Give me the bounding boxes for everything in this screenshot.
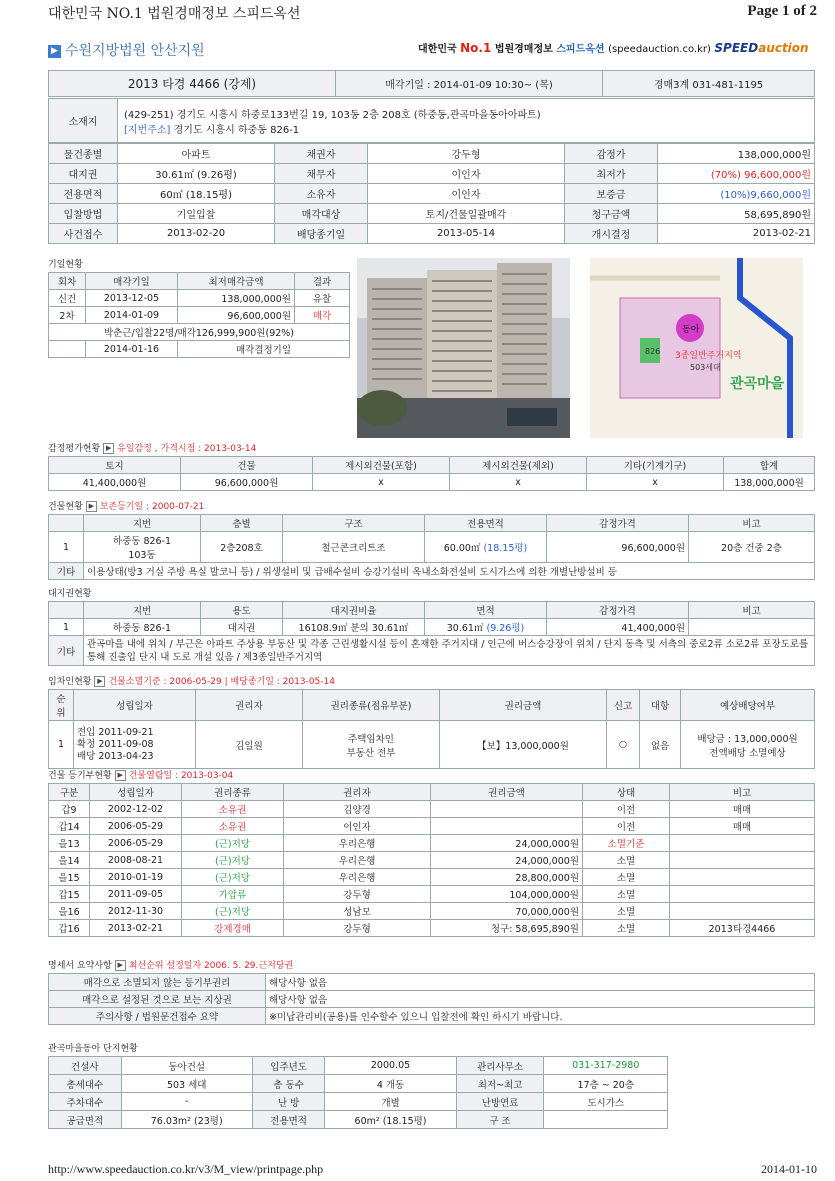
address-line: (429-251) 경기도 시흥시 하중로133번길 19, 103동 2층 208호 (하중동,관곡마을동아아파트) xyxy=(124,109,541,121)
expand-icon[interactable]: ▶ xyxy=(103,443,114,454)
appraisal-title: 감정평가현황 ▶ 유일감정 , 가격시점 : 2013-03-14 xyxy=(48,444,257,454)
table-row: 전용면적 60㎡ (18.15평) 소유자 이인자 보증금 (10%)9,660,000원 xyxy=(49,184,815,204)
address-label: 소재지 xyxy=(49,99,118,143)
table-row: 1 하중동 826-1 103동 2층208호 철근콘크리트조 60.00㎡ (18.15평) 96,600,000원 20층 건중 2층 xyxy=(49,532,815,563)
building-title: 건물현황 ▶ 보존등기일 : 2000-07-21 xyxy=(48,502,205,512)
arrow-icon: ▶ xyxy=(48,45,61,58)
table-row: 갑15 2011-09-05 가압류 강두형 104,000,000원 소멸 xyxy=(49,886,815,903)
svg-text:동아: 동아 xyxy=(682,325,700,335)
expand-icon[interactable]: ▶ xyxy=(115,960,126,971)
case-table xyxy=(48,70,815,97)
court-dept: 경매3계 031-481-1195 xyxy=(603,71,815,97)
land-table: 지번 용도 대지권비율 면적 감정가격 비고 1 하중동 826-1 대지권 16108.9㎡ 분의 30.61㎡ 30.61㎡ (9.26평) 41,400,000원 기타 관곡마을 내에 위치 / 부근은 아파트 주상용 부동산 및 각종 근린생활시설 등이 혼재한 주거지대 / 인근에 버스승강장이 위치 / 단지 동측 및 서측의 중로2류 소로2류 포장도로를 통해 진출입 단지 내 도로 개설 있음 / 제3종일반주거지역 xyxy=(48,601,815,666)
table-row: 공급면적 76.03m² (23평) 전용면적 60m² (18.15평) 구 조 xyxy=(49,1111,668,1129)
table-row: 갑14 2006-05-29 소유권 이인자 이전 매매 xyxy=(49,818,815,835)
brand-banner: 대한민국 No.1 법원경매정보 스피드옥션 (speedauction.co.kr) SPEEDauction xyxy=(418,41,809,55)
page-url: http://www.speedauction.co.kr/v3/M_view/printpage.php xyxy=(48,1162,324,1176)
table-row: 건설사 동아건설 입주년도 2000.05 관리사무소 031-317-2980 xyxy=(49,1057,668,1075)
auction-status-title: 기일현황 xyxy=(48,260,83,270)
summary-title: 명세서 요약사항 ▶ 최선순위 설정일자 2006. 5. 29.근저당권 xyxy=(48,961,294,971)
winning-bid: 박춘근/입찰22명/매각126,999,900원(92%) xyxy=(49,324,350,341)
table-row: 1 전입 2011-09-21 확정 2011-09-08 배당 2013-04-23 김일원 주택임차인 부동산 전부 【보】13,000,000원 ○ 없음 배당금 : 13,000,000원 전액배당 소멸예상 xyxy=(49,721,815,769)
auction-table: 회차 매각기일 최저매각금액 결과 신건 2013-12-05 138,000,000원 유찰 2차 2014-01-09 96,600,000원 매각 박춘근/입찰22명/매각126,999,900원(92%) 2014-01-16 매각결정기일 xyxy=(48,272,350,358)
address-table xyxy=(48,98,815,143)
land-title: 대지권현황 xyxy=(48,589,92,599)
location-map xyxy=(590,258,803,438)
table-row: 주차대수 - 난 방 개별 난방연료 도시가스 xyxy=(49,1093,668,1111)
expand-icon[interactable]: ▶ xyxy=(94,676,105,687)
case-number: 2013 타경 4466 (강제) xyxy=(49,71,336,97)
table-row: 사건접수 2013-02-20 배당종기일 2013-05-14 개시결정 2013-02-21 xyxy=(49,224,815,244)
appraisal-table: 토지 건물 제시외건물(포함) 제시외건물(제외) 기타(기계기구) 합계 41,400,000원 96,600,000원 x x x 138,000,000원 xyxy=(48,456,815,491)
lot-address: 경기도 시흥시 하중동 826-1 xyxy=(173,124,300,136)
svg-text:관곡마을: 관곡마을 xyxy=(730,376,785,392)
table-row: 2차 2014-01-09 96,600,000원 매각 xyxy=(49,307,350,324)
court-name: ▶ 수원지방법원 안산지원 xyxy=(48,40,205,60)
svg-text:503세대: 503세대 xyxy=(690,363,721,372)
svg-text:826: 826 xyxy=(645,347,661,356)
svg-text:3종일반주거지역: 3종일반주거지역 xyxy=(675,351,742,361)
print-date: 2014-01-10 xyxy=(761,1162,817,1176)
table-row: 을14 2008-08-21 (근)저당 우리은행 24,000,000원 소멸 xyxy=(49,852,815,869)
page-header xyxy=(0,0,835,26)
tenant-table: 순위 성립일자 권리자 권리종류(점유부분) 권리금액 신고 대항 예상배당여부 1 전입 2011-09-21 확정 2011-09-08 배당 2013-04-23 김일원 주택임차인 부동산 전부 【보】13,000,000원 ○ 없음 배당금 : 13,000,000원 전액배당 소멸예상 xyxy=(48,689,815,769)
table-row: 총세대수 503 세대 총 동수 4 개동 최저~최고 17층 ~ 20층 xyxy=(49,1075,668,1093)
sale-date: 매각기일 : 2014-01-09 10:30~ (목) xyxy=(336,71,603,97)
table-row: 물건종별 아파트 채권자 강두형 감정가 138,000,000원 xyxy=(49,144,815,164)
table-row: 갑9 2002-12-02 소유권 김양경 이전 매매 xyxy=(49,801,815,818)
complex-table xyxy=(48,1056,668,1129)
expand-icon[interactable]: ▶ xyxy=(115,770,126,781)
registry-title: 건물 등기부현황 ▶ 건물열람일 : 2013-03-04 xyxy=(48,771,234,781)
expand-icon[interactable]: ▶ xyxy=(86,501,97,512)
table-row: 입찰방법 기일입찰 매각대상 토지/건물일괄매각 청구금액 58,695,890원 xyxy=(49,204,815,224)
tenant-title: 임차인현황 ▶ 건물소멸기준 : 2006-05-29 | 배당종기일 : 2013-05-14 xyxy=(48,677,335,687)
table-row: 1 하중동 826-1 대지권 16108.9㎡ 분의 30.61㎡ 30.61㎡ (9.26평) 41,400,000원 xyxy=(49,619,815,636)
table-row: 을13 2006-05-29 (근)저당 우리은행 24,000,000원 소멸기준 xyxy=(49,835,815,852)
brand-logo: SPEEDauction xyxy=(714,41,809,55)
table-row: 대지권 30.61㎡ (9.26평) 채무자 이인자 최저가 (70%) 96,600,000원 xyxy=(49,164,815,184)
summary-table: 매각으로 소멸되지 않는 등기부권리 해당사항 없음 매각으로 설정된 것으로 보는 지상권 해당사항 없음 주의사항 / 법원문건접수 요약 ※미납관리비(공용)를 인수할수 있으니 입찰전에 확인 하시기 바랍니다. xyxy=(48,973,815,1025)
table-row: 을15 2010-01-19 (근)저당 우리은행 28,800,000원 소멸 xyxy=(49,869,815,886)
complex-title: 관곡마을동아 단지현황 xyxy=(48,1044,138,1054)
building-photo xyxy=(357,258,570,438)
property-info-table xyxy=(48,143,815,244)
building-table: 지번 층별 구조 전용면적 감정가격 비고 1 하중동 826-1 103동 2층208호 철근콘크리트조 60.00㎡ (18.15평) 96,600,000원 20층 건중 2층 기타 이용상태(방3 거실 주방 욕실 발코니 등) / 위생설비 및 급배수설비 승강기설비 옥내소화전설비 도시가스에 의한 개별난방설비 등 xyxy=(48,514,815,580)
table-row: 갑16 2013-02-21 강제경매 강두형 청구: 58,695,890원 소멸 2013타경4466 xyxy=(49,920,815,937)
page-number: Page 1 of 2 xyxy=(747,3,817,19)
header-title: 대한민국 NO.1 법원경매정보 스피드옥션 xyxy=(48,6,301,22)
lot-address-label: [지번주소] xyxy=(124,124,171,136)
table-row: 을16 2012-11-30 (근)저당 성남모 70,000,000원 소멸 xyxy=(49,903,815,920)
table-row: 신건 2013-12-05 138,000,000원 유찰 xyxy=(49,290,350,307)
registry-table: 구분 성립일자 권리종류 권리자 권리금액 상태 비고 갑9 2002-12-02 소유권 김양경 이전 매매 갑14 2006-05-29 소유권 이인자 이전 매매 을13 2006-05-29 (근)저당 우리은행 24,000,000원 소멸기준 을14 2008-08-21 (근)저당 우리은행 24,000,000원 소멸 을15 2010-01-19 (근)저당 우리은행 28,800,000원 소멸 갑15 2011-09-05 가압류 강두형 104,000,000원 소멸 을16 2012-11-30 (근)저당 성남모 70,000,000원 소멸 갑16 2013-02-21 강제경매 강두형 청구: 58,695,890원 소멸 2013타경4466 xyxy=(48,783,815,937)
